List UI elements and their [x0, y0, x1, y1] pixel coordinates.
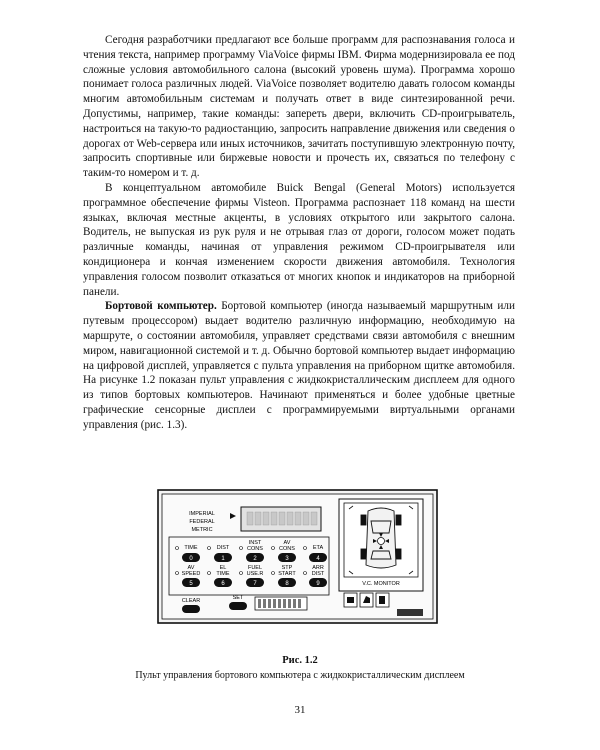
svg-text:5: 5: [189, 581, 193, 587]
svg-text:USE.R: USE.R: [246, 571, 264, 577]
paragraph-voice-software: Сегодня разработчики предлагают все больше программ для распознавания голоса и чтения текста, например программу ViaVoice фирмы IBM. Фирма модернизировала ее под сложные условия автомобильного салона (высокий уровень шума). Программа хорошо понимает голоса различных людей. ViaVoice позволяет водителю давать голосом команды многим автомобильным системам и получать ответ в виде синтезированной речи. Допустимы, например, такие команды: запереть двери, включить CD-проигрыватель, настроиться на такую-то радиостанцию, запросить направление движения или сведения о дорогах от Web-сервера или иных источников, зачитать поступившую электронную почту, запросить спортивные или биржевые новости и прочесть их, связаться по телефону с таким-то номером и т. д.: [83, 34, 515, 180]
figure-caption-title: Рис. 1.2: [282, 655, 318, 666]
svg-text:TIME: TIME: [216, 571, 230, 577]
svg-text:ARR: ARR: [312, 565, 324, 571]
svg-text:STP: STP: [281, 565, 293, 571]
svg-text:9: 9: [316, 581, 320, 587]
section-text: Бортовой компьютер (иногда называемый маршрутным или путевым процессором) выдает водителю различную информацию, необходимую на маршруте, о состоянии автомобиля, управляет средствами связи автомобиля с внешним миром, навигационной системой и т. д. Обычно бортовой компьютер выдает информацию на цифровой дисплей, управляется с пульта управления на приборном щитке автомобиля. На рисунке 1.2 показан пульт управления с жидкокристаллическим дисплеем для одного из типов бортовых компьютеров. Начинают применяться и более удобные цветные графические сенсорные дисплеи с программируемыми виртуальными органами управления (рис. 1.3).: [83, 300, 515, 431]
clear-button[interactable]: [182, 605, 200, 613]
svg-text:DIST: DIST: [216, 545, 230, 551]
set-label: SET: [232, 595, 244, 601]
svg-text:START: START: [278, 571, 296, 577]
svg-text:INST: INST: [248, 540, 262, 546]
bar-indicator-segments: [258, 599, 301, 608]
svg-text:AV: AV: [187, 565, 195, 571]
svg-text:8: 8: [285, 581, 289, 587]
svg-text:7: 7: [253, 581, 257, 587]
svg-text:1: 1: [221, 556, 225, 562]
svg-text:FUEL: FUEL: [247, 565, 263, 571]
vc-monitor-label: V.C. MONITOR: [362, 581, 400, 587]
mode-label-metric: METRIC: [191, 527, 213, 533]
section-heading: Бортовой компьютер.: [105, 300, 217, 313]
brand-plate: [397, 609, 423, 616]
paragraph-onboard-computer: [83, 299, 515, 432]
clear-label: CLEAR: [181, 598, 201, 604]
lcd-segments: [247, 512, 317, 525]
figure-caption-text: Пульт управления бортового компьютера с жидкокристаллическим дисплеем: [135, 670, 465, 681]
svg-text:TIME: TIME: [184, 545, 198, 551]
svg-text:EL: EL: [219, 565, 227, 571]
svg-text:DIST: DIST: [311, 571, 325, 577]
mode-label-imperial: IMPERIAL: [189, 511, 215, 517]
mode-label-federal: FEDERAL: [189, 519, 215, 525]
control-panel-drawing: [157, 489, 438, 624]
svg-text:2: 2: [253, 556, 257, 562]
svg-text:CONS: CONS: [247, 546, 263, 552]
svg-text:AV: AV: [283, 540, 291, 546]
svg-text:SPEED: SPEED: [181, 571, 201, 577]
set-button[interactable]: [229, 602, 247, 610]
page-number: 31: [294, 704, 306, 716]
body-text: [83, 33, 515, 433]
svg-text:4: 4: [316, 556, 320, 562]
onboard-computer-figure: [157, 489, 438, 624]
svg-text:3: 3: [285, 556, 289, 562]
svg-text:6: 6: [221, 581, 225, 587]
svg-text:0: 0: [189, 556, 193, 562]
svg-text:CONS: CONS: [279, 546, 295, 552]
svg-text:ETA: ETA: [312, 545, 324, 551]
paragraph-buick-bengal: В концептуальном автомобиле Buick Bengal (General Motors) используется программное обеспечение фирмы Visteon. Программа распознает 118 команд на шести языках, включая местные акценты, в условиях открытого или закрытого салона. Водитель, не выпуская из рук руля и не отрывая глаз от дороги, голосом может подать различные команды, начиная от управления режимом CD-проигрывателя или кондиционера и кончая изменением скорости движения автомобиля. Технология управления голосом позволит отказаться от многих кнопок и индикаторов на приборной панели.: [83, 181, 515, 298]
